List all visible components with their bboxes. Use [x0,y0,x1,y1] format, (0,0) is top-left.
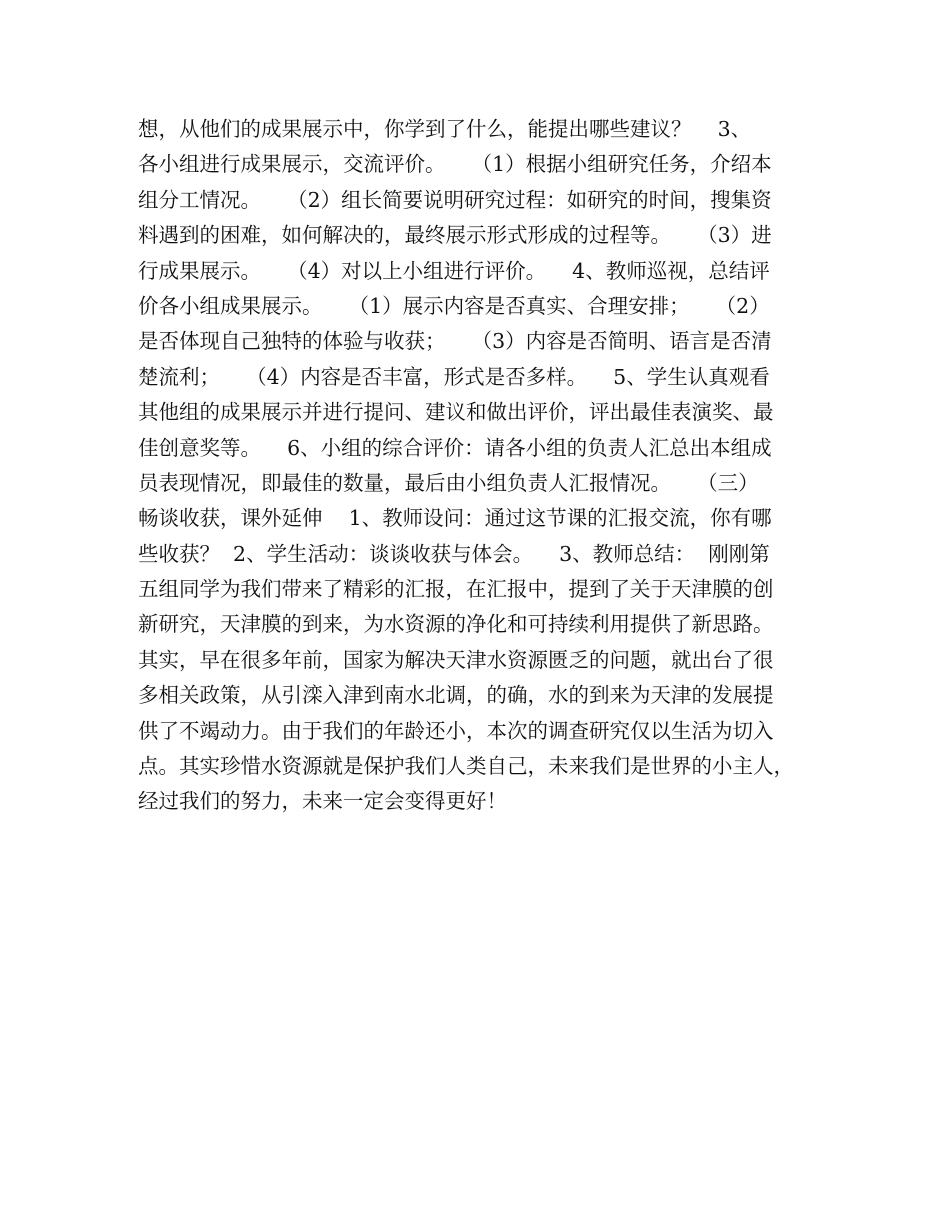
text-line: 价各小组成果展示。 （1）展示内容是否真实、合理安排； （2） [138,293,770,318]
text-line: 料遇到的困难，如何解决的，最终展示形式形成的过程等。 （3）进 [138,223,772,248]
text-line: 组分工情况。 （2）组长简要说明研究过程：如研究的时间，搜集资 [138,187,772,212]
text-line: 员表现情况，即最佳的数量，最后由小组负责人汇报情况。 （三） [138,470,759,495]
text-line: 是否体现自己独特的体验与收获； （3）内容是否简明、语言是否清 [138,329,772,354]
body-text [138,112,828,820]
text-line: 佳创意奖等。 6、小组的综合评价：请各小组的负责人汇总出本组成 [138,435,772,460]
text-line: 点。其实珍惜水资源就是保护我们人类自己，未来我们是世界的小主人， [138,754,794,779]
text-line: 行成果展示。 （4）对以上小组进行评价。 4、教师巡视，总结评 [138,258,770,283]
text-line: 想，从他们的成果展示中，你学到了什么，能提出哪些建议？ 3、 [138,117,752,141]
text-line: 供了不竭动力。由于我们的年龄还小，本次的调查研究仅以生活为切入 [138,718,774,743]
text-line: 畅谈收获，课外延伸 1、教师设问：通过这节课的汇报交流，你有哪 [138,506,772,531]
text-line: 其实，早在很多年前，国家为解决天津水资源匮乏的问题，就出台了很 [138,647,774,672]
text-line: 多相关政策，从引滦入津到南水北调，的确，水的到来为天津的发展提 [138,683,774,708]
text-line: 楚流利； （4）内容是否丰富，形式是否多样。 5、学生认真观看 [138,364,770,389]
text-line: 些收获？ 2、学生活动：谈谈收获与体会。 3、教师总结： 刚刚第 [138,541,770,566]
text-line: 五组同学为我们带来了精彩的汇报，在汇报中，提到了关于天津膜的创 [138,577,774,602]
text-line: 经过我们的努力，未来一定会变得更好！ [138,789,507,814]
text-line: 各小组进行成果展示，交流评价。 （1）根据小组研究任务，介绍本 [138,152,772,177]
text-line: 新研究，天津膜的到来，为水资源的净化和可持续利用提供了新思路。 [138,612,774,637]
text-line: 其他组的成果展示并进行提问、建议和做出评价，评出最佳表演奖、最 [138,400,774,425]
